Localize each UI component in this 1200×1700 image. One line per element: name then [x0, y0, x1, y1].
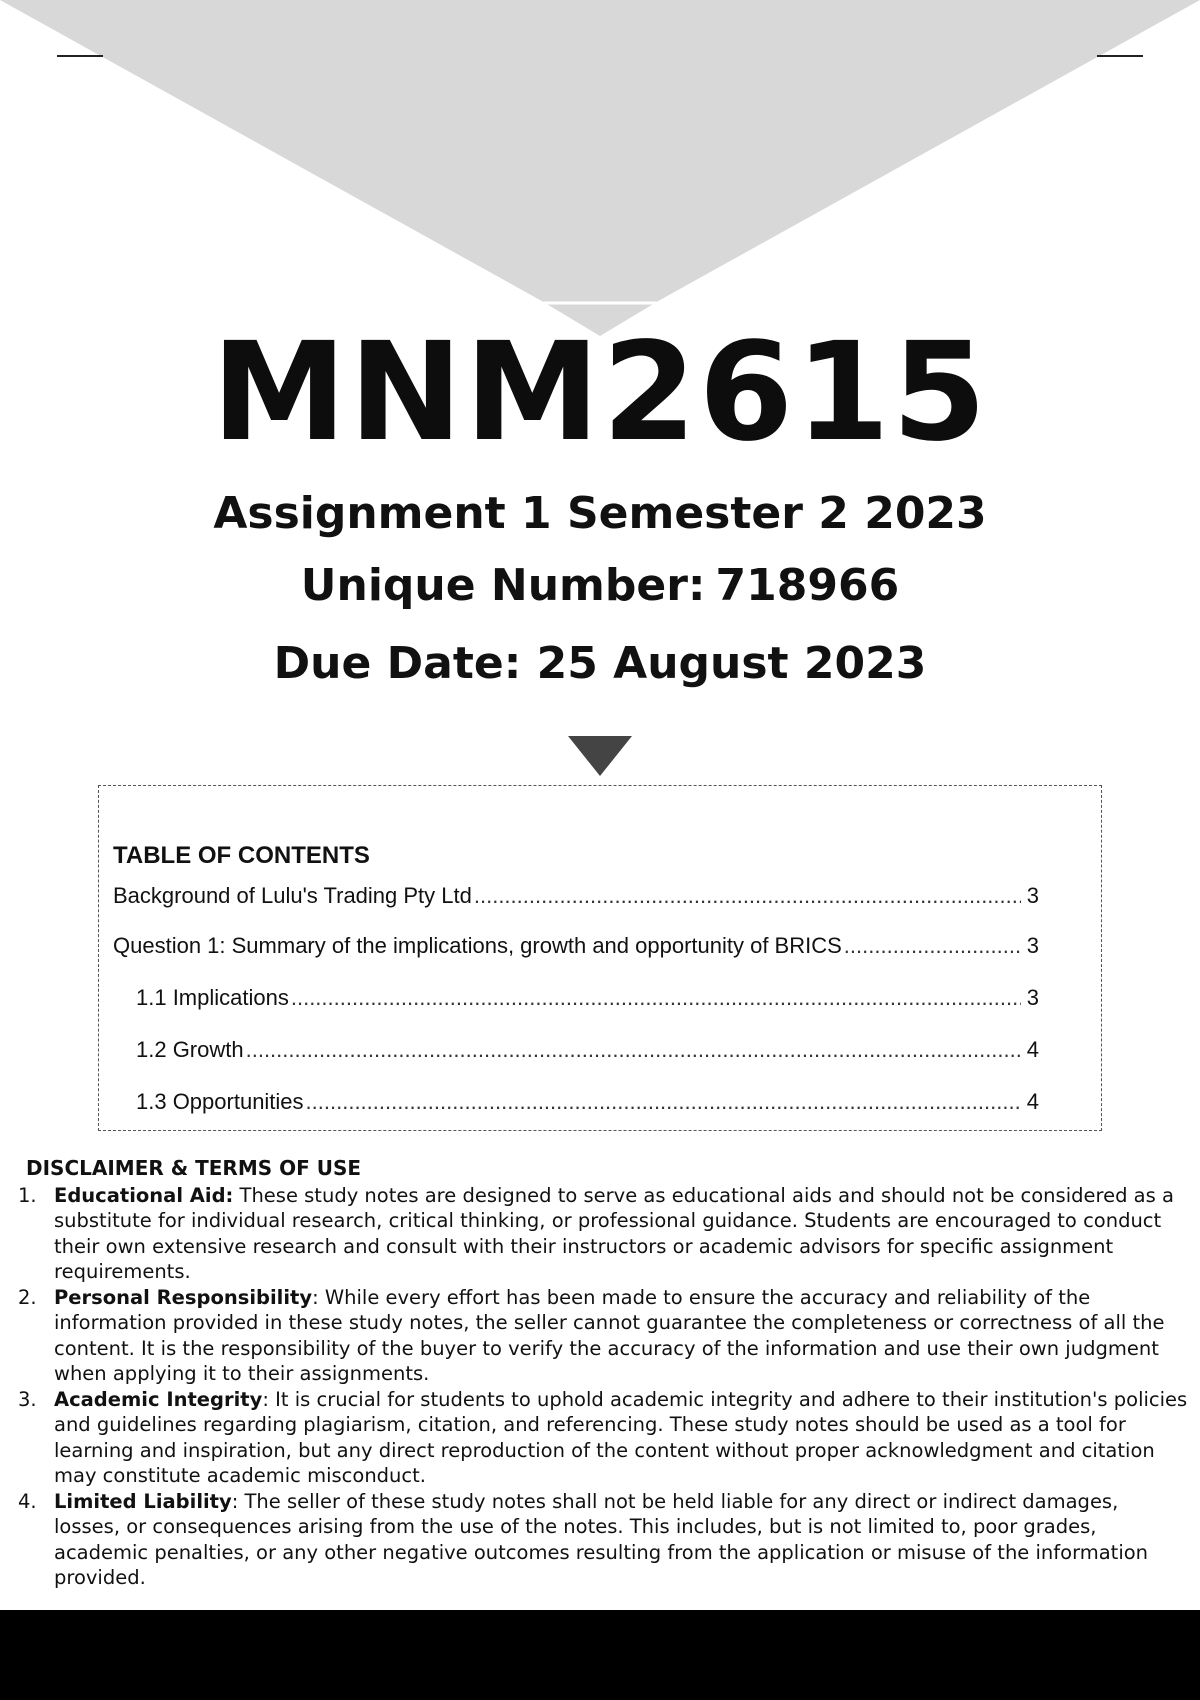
due-date-line: Due Date: 25 August 2023	[273, 638, 927, 689]
toc-entry-page: 4	[1026, 1037, 1039, 1062]
list-item-lead: Limited Liability	[54, 1489, 232, 1513]
list-item-number: 4.	[18, 1489, 37, 1513]
toc-entry-page: 4	[1026, 1089, 1039, 1114]
toc-entry-implications[interactable]	[136, 984, 1039, 1012]
unique-number-line	[0, 558, 1200, 614]
unique-number-label: Unique Number:	[300, 560, 706, 611]
toc-leader-dots	[291, 984, 1021, 1012]
toc-entry-question-1[interactable]	[113, 932, 1039, 960]
toc-entry-label: 1.2 Growth	[136, 1037, 244, 1062]
toc-heading: TABLE OF CONTENTS	[113, 842, 370, 869]
disclaimer-section	[18, 1156, 1190, 1591]
disclaimer-list	[18, 1183, 1190, 1591]
list-item-lead: Educational Aid:	[54, 1183, 234, 1207]
header-banner-shape	[0, 0, 1200, 340]
triangle-down-icon	[568, 736, 632, 776]
list-item	[18, 1285, 1190, 1387]
toc-entry-label: 1.1 Implications	[136, 985, 289, 1010]
list-item-lead: Academic Integrity	[54, 1387, 263, 1411]
corner-rule-right	[1097, 55, 1143, 57]
list-item-text: : The seller of these study notes shall not be held liable for any direct or indirect damages, losses, or consequences arising from the use of the notes. This includes, but is not limited to, poor grades, academic penalties, or any other negative outcomes resulting from the application or misuse of the information provided.	[54, 1489, 1149, 1589]
toc-leader-dots	[474, 882, 1021, 910]
toc-leader-dots	[306, 1088, 1021, 1116]
toc-leader-dots	[844, 932, 1021, 960]
table-of-contents	[98, 785, 1102, 1131]
toc-entry-background[interactable]	[113, 882, 1039, 910]
list-item-text: These study notes are designed to serve as educational aids and should not be considered as a substitute for individual research, critical thinking, or professional guidance. Students are encouraged to conduct their own extensive research and consult with their instructors or academic advisors for specific assignment requirements.	[54, 1183, 1174, 1283]
list-item	[18, 1387, 1190, 1489]
toc-entry-page: 3	[1026, 985, 1039, 1010]
toc-entry-page: 3	[1026, 883, 1039, 908]
toc-entry-label: 1.3 Opportunities	[136, 1089, 304, 1114]
corner-rule-left	[57, 55, 103, 57]
list-item-number: 3.	[18, 1387, 37, 1411]
toc-entry-opportunities[interactable]	[136, 1088, 1039, 1116]
list-item-text: : While every effort has been made to ensure the accuracy and reliability of the information provided in these study notes, the seller cannot guarantee the completeness or correctness of all the content. It is the responsibility of the buyer to verify the accuracy of the information and use their own judgment when applying it to their assignments.	[54, 1285, 1165, 1385]
list-item-number: 2.	[18, 1285, 37, 1309]
unique-number-value: 718966	[715, 560, 900, 611]
list-item-number: 1.	[18, 1183, 37, 1207]
toc-entry-growth[interactable]	[136, 1036, 1039, 1064]
list-item	[18, 1489, 1190, 1591]
toc-entry-page: 3	[1026, 933, 1039, 958]
toc-entry-label: Question 1: Summary of the implications, growth and opportunity of BRICS	[113, 933, 842, 958]
toc-leader-dots	[246, 1036, 1021, 1064]
assignment-line: Assignment 1 Semester 2 2023	[213, 488, 987, 539]
footer-bar	[0, 1610, 1200, 1700]
list-item-text: : It is crucial for students to uphold academic integrity and adhere to their institution's policies and guidelines regarding plagiarism, citation, and referencing. These study notes should be used as a tool for learning and inspiration, but any direct reproduction of the content without proper acknowledgment and citation may constitute academic misconduct.	[54, 1387, 1188, 1487]
list-item	[18, 1183, 1190, 1285]
toc-entry-label: Background of Lulu's Trading Pty Ltd	[113, 883, 472, 908]
list-item-lead: Personal Responsibility	[54, 1285, 313, 1309]
course-code-title: MNM2615	[211, 314, 989, 472]
disclaimer-heading: DISCLAIMER & TERMS OF USE	[26, 1156, 362, 1180]
